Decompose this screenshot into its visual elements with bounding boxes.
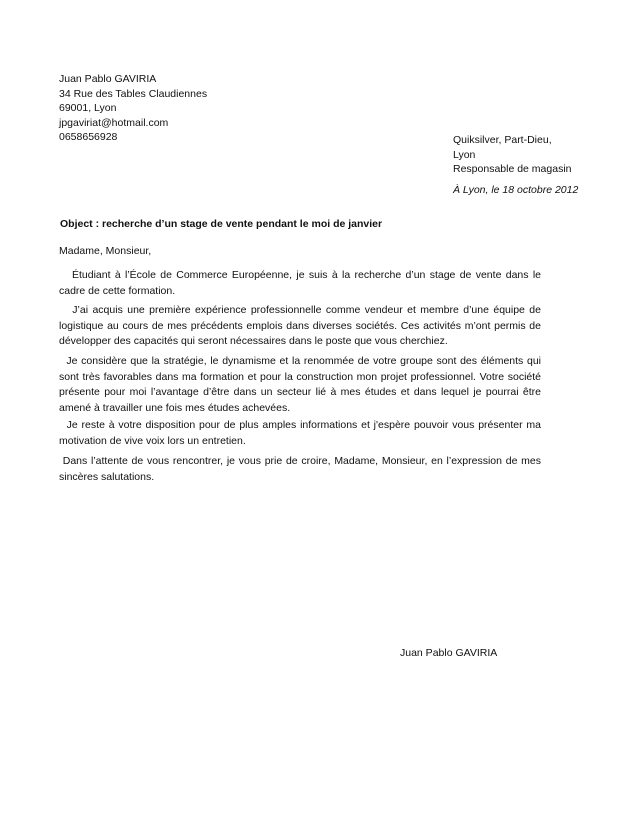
sender-email: jpgaviriat@hotmail.com — [59, 116, 169, 129]
body-paragraph: Je reste à votre disposition pour de plus amples informations et j'espère pouvoir vous présenter ma motivation de vive voix lors un entretien. — [59, 419, 541, 447]
letter-object: Object : recherche d’un stage de vente pendant le moi de janvier — [60, 218, 383, 230]
letter-signature: Juan Pablo GAVIRIA — [400, 647, 498, 659]
body-paragraph: Je considère que la stratégie, le dynamisme et la renommée de votre groupe sont des éléments qui sont très favorables dans ma formation et pour la construction mon projet professionnel. Votre société présente pour moi l’avantage d’être dans un secteur lié à mes études et dans lequel je pourrai être amené à travailler une fois mes études achevées. — [59, 355, 541, 414]
sender-address-block — [59, 72, 207, 145]
sender-phone: 0658656928 — [59, 131, 118, 143]
letter-date: À Lyon, le 18 octobre 2012 — [453, 184, 579, 196]
body-paragraph: Étudiant à l’École de Commerce Européenne, je suis à la recherche d’un stage de vente dans le cadre de cette formation. — [59, 269, 541, 297]
sender-city: 69001, Lyon — [59, 102, 117, 114]
recipient-city: Lyon — [453, 148, 476, 161]
recipient-address-block — [453, 133, 603, 177]
closing-paragraph: Dans l’attente de vous rencontrer, je vous prie de croire, Madame, Monsieur, en l’expression de mes sincères salutations. — [59, 455, 541, 483]
recipient-role: Responsable de magasin — [453, 163, 572, 175]
sender-street: 34 Rue des Tables Claudiennes — [59, 87, 208, 100]
sender-name: Juan Pablo GAVIRIA — [59, 73, 157, 85]
body-paragraph: J’ai acquis une première expérience professionnelle comme vendeur et membre d’une équipe de logistique au cours de mes précédents emplois dans diverses sociétés. Ces activités m’ont permis de développer des capacités qui seront nécessaires dans le poste que vous cherchiez. — [59, 304, 541, 347]
letter-salutation: Madame, Monsieur, — [59, 245, 152, 257]
recipient-company: Quiksilver, Part-Dieu, — [453, 134, 552, 146]
